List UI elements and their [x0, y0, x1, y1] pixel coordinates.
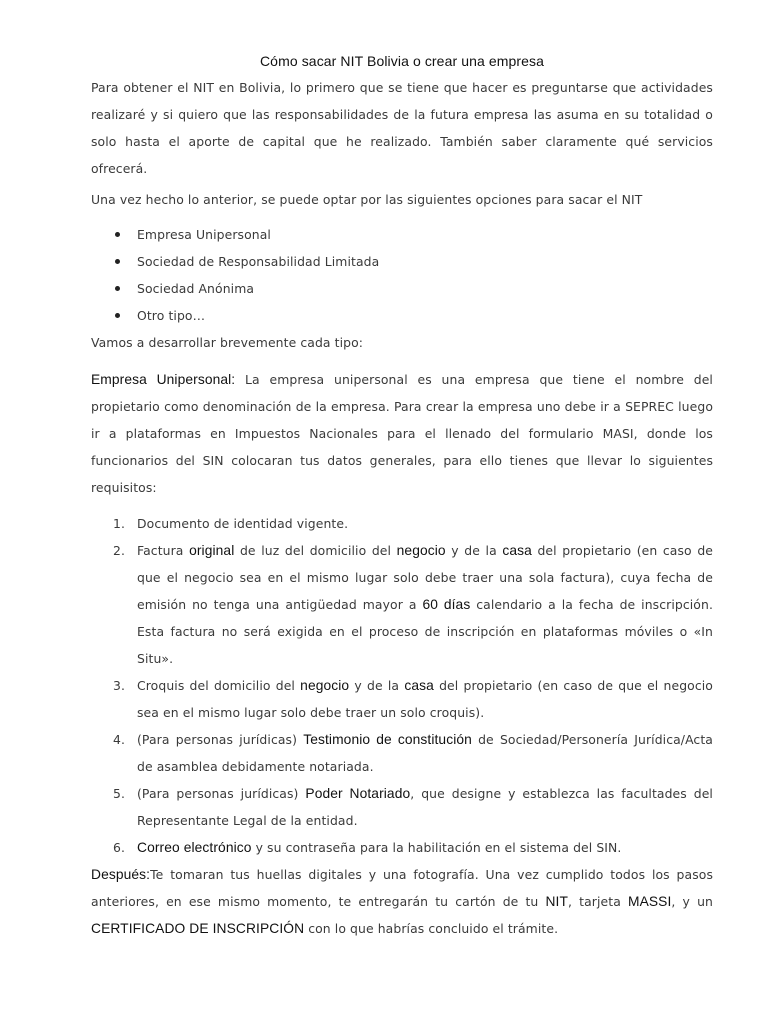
bullet-icon — [115, 259, 120, 264]
develop-line: Vamos a desarrollar brevemente cada tipo: — [91, 335, 364, 350]
list-item: Sociedad Anónima — [91, 275, 713, 302]
list-item: Empresa Unipersonal — [91, 221, 713, 248]
list-item: 6. Correo electrónico y su contraseña para la habilitación en el sistema del SIN. — [113, 840, 622, 855]
list-item: Sociedad de Responsabilidad Limitada — [91, 248, 713, 275]
list-item: Otro tipo… — [91, 302, 713, 329]
list-item: 5. (Para personas jurídicas) Poder Notariado, que designe y establezca las facultades del Representante Legal de la entidad. — [113, 786, 713, 828]
list-item: 2. Factura original de luz del domicilio del negocio y de la casa del propietario (en caso de que el negocio sea en el mismo lugar solo debe traer una sola factura), cuya fecha de emisión no tenga una antigüedad mayor a 60 días calendario a la fecha de inscripción. Esta factura no será exigida en el proceso de inscripción en plataformas móviles o «In Situ». — [113, 543, 714, 666]
bullet-icon — [115, 313, 120, 318]
after-paragraph: Después:Te tomaran tus huellas digitales y una fotografía. Una vez cumplido todos los pasos anteriores, en ese mismo momento, te entregarán tu cartón de tu NIT, tarjeta MASSI, y un CERTIFICADO DE INSCRIPCIÓN con lo que habrías concluido el trámite. — [91, 867, 713, 936]
document-title: Cómo sacar NIT Bolivia o crear una empresa — [259, 53, 545, 69]
document-page — [91, 50, 713, 942]
bullet-icon — [115, 232, 120, 237]
requirements-list — [91, 510, 713, 861]
list-item: 3. Croquis del domicilio del negocio y de la casa del propietario (en caso de que el negocio sea en el mismo lugar solo debe traer un solo croquis). — [113, 678, 713, 720]
options-list — [91, 221, 713, 329]
list-item: 4. (Para personas jurídicas) Testimonio de constitución de Sociedad/Personería Jurídica/Acta de asamblea debidamente notariada. — [113, 732, 714, 774]
unipersonal-heading: Empresa Unipersonal: — [91, 372, 236, 387]
unipersonal-text: La empresa unipersonal es una empresa que tiene el nombre del propietario como denominación de la empresa. Para crear la empresa uno debe ir a SEPREC luego ir a plataformas en Impuestos Nacionales para el llenado del formulario MASI, donde los funcionarios del SIN colocaran tus datos generales, para ello tienes que llevar lo siguientes requisitos: — [91, 372, 713, 495]
intro-paragraph: Para obtener el NIT en Bolivia, lo primero que se tiene que hacer es preguntarse que actividades realizaré y si quiero que las responsabilidades de la futura empresa las asuma en su totalidad o solo hasta el aporte de capital que he realizado. También saber claramente qué servicios ofrecerá. — [91, 80, 713, 176]
unipersonal-paragraph — [91, 366, 713, 501]
list-item: 1. Documento de identidad vigente. — [113, 516, 349, 531]
bullet-icon — [115, 286, 120, 291]
options-intro: Una vez hecho lo anterior, se puede optar por las siguientes opciones para sacar el NIT — [91, 192, 643, 207]
